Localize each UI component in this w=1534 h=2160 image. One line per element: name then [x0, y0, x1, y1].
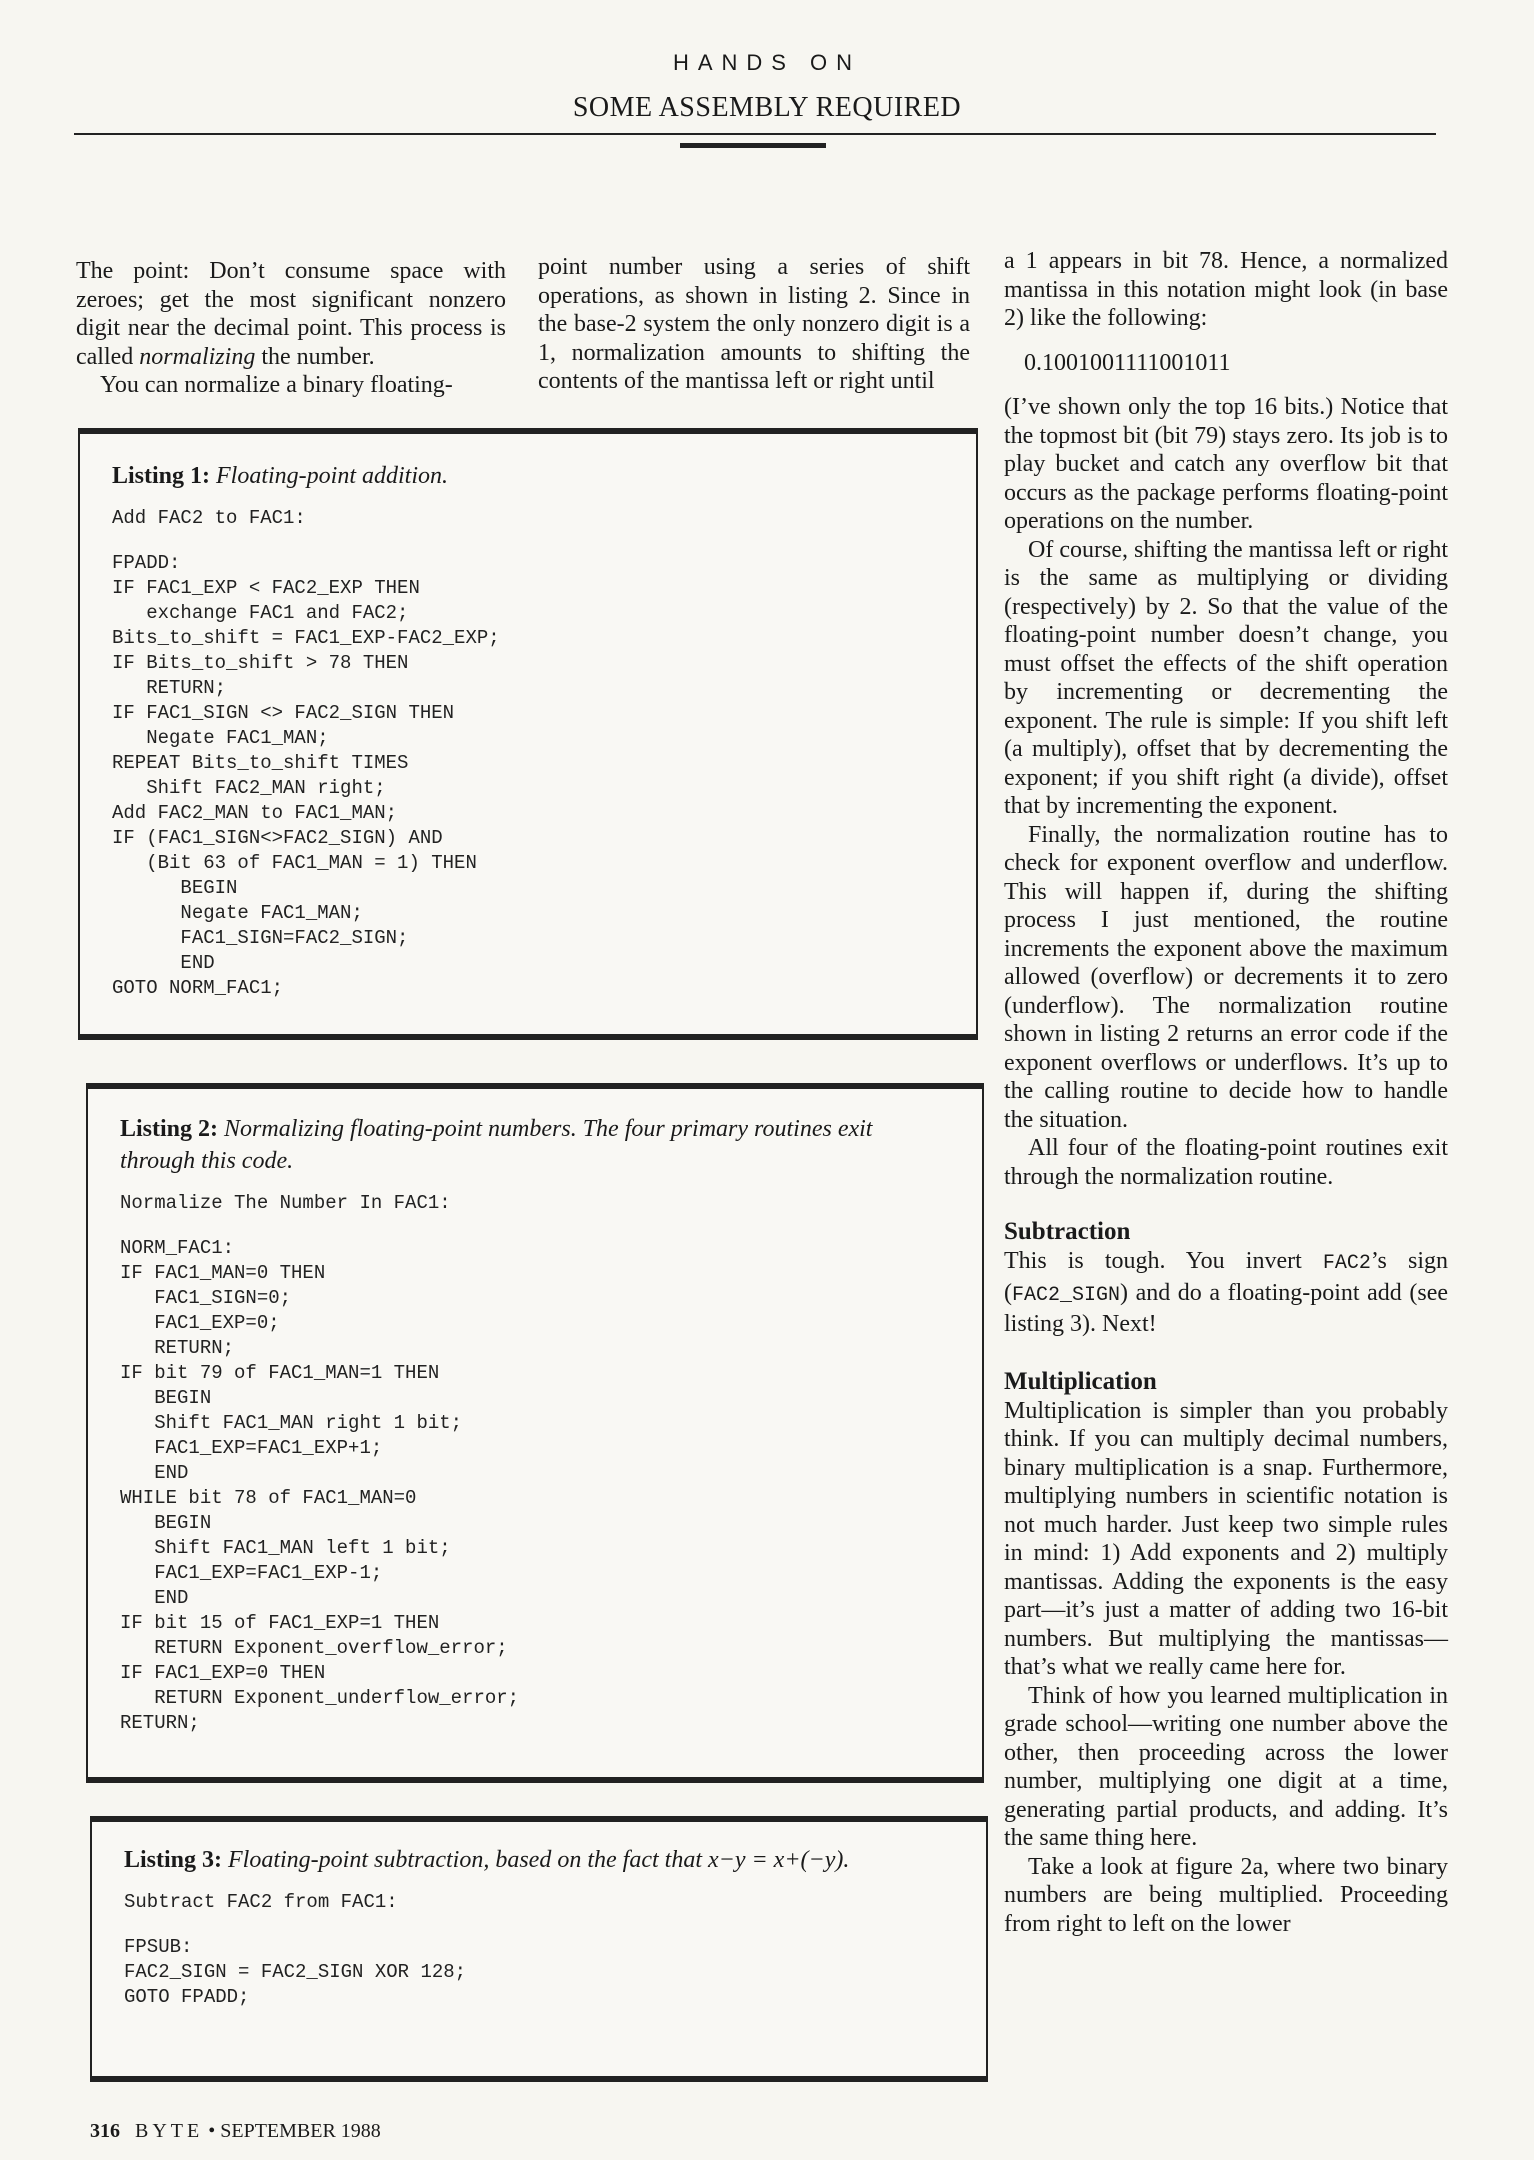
paragraph: Multiplication is simpler than you probably think. If you can multiply decimal numbers, binary multiplication is a snap. Furthermore, multiplying numbers in scientific notation is not much harder. Just keep two simple rules in mind: 1) Add exponents and 2) multiply mantissas. Adding the exponents is the easy part—it’s just a matter of adding two 16-bit numbers. But multiplying the mantissas—that’s what we really came here for. — [1004, 1397, 1448, 1680]
paragraph: (I’ve shown only the top 16 bits.) Notice that the topmost bit (bit 79) stays zero. Its job is to play bucket and catch any overflow bit that occurs as the package performs floating-point operations on the number. — [1004, 394, 1448, 534]
paragraph: Of course, shifting the mantissa left or right is the same as multiplying or dividing (respectively) by 2. So that the value of the floating-point number doesn’t change, you must offset the effects of the shift operation by incrementing or decrementing the exponent. The rule is simple: If you shift left (a multiply), offset that by decrementing the exponent; if you shift right (a divide), offset that by incrementing the exponent. — [1004, 536, 1448, 819]
code-block: FPSUB: FAC2_SIGN = FAC2_SIGN XOR 128; GOTO FPADD; — [124, 1936, 467, 2008]
magazine-name: BYTE — [135, 2120, 204, 2142]
listing-intro: Add FAC2 to FAC1: — [112, 507, 306, 529]
listing-1 — [78, 428, 978, 1040]
paragraph: Finally, the normalization routine has to check for exponent overflow and underflow. This will happen if, during the shifting process I just mentioned, the routine increments the exponent above the maximum allowed (overflow) or decrements it to zero (underflow). The normalization routine shown in listing 2 returns an error code if the exponent overflows or underflows. It’s up to the calling routine to decide how to handle the situation. — [1004, 821, 1448, 1133]
section-label: HANDS ON — [672, 50, 862, 75]
heading-subtraction: Subtraction — [1004, 1218, 1131, 1245]
code-block: NORM_FAC1: IF FAC1_MAN=0 THEN FAC1_SIGN=0; FAC1_EXP=0; RETURN; IF bit 79 of FAC1_MAN=1 THEN BEGIN Shift FAC1_MAN right 1 bit; FAC1_EXP=FAC1_EXP+1; END WHILE bit 78 of FAC1_MAN=0 BEGIN Shift FAC1_MAN left 1 bit; FAC1_EXP=FAC1_EXP-1; END IF bit 15 of FAC1_EXP=1 THEN RETURN Exponent_overflow_error; IF FAC1_EXP=0 THEN RETURN Exponent_underflow_error; RETURN; — [120, 1237, 520, 1734]
heading-multiplication: Multiplication — [1004, 1367, 1157, 1395]
header-rule — [74, 133, 1436, 135]
listing-caption: Listing 3: Floating-point subtraction, based on the fact that x−y = x+(−y). — [124, 1847, 850, 1873]
mantissa-example: 0.1001001111001011 — [1024, 349, 1231, 376]
column-3 — [1004, 247, 1448, 1938]
paragraph: All four of the floating-point routines exit through the normalization routine. — [1004, 1135, 1448, 1190]
listing-caption: Listing 1: Floating-point addition. — [112, 463, 449, 489]
listing-2 — [86, 1083, 984, 1783]
footer-bullet: • — [208, 2120, 216, 2142]
code-block: FPADD: IF FAC1_EXP < FAC2_EXP THEN exchange FAC1 and FAC2; Bits_to_shift = FAC1_EXP-FAC2_EXP; IF Bits_to_shift > 78 THEN RETURN; IF FAC1_SIGN <> FAC2_SIGN THEN Negate FAC1_MAN; REPEAT Bits_to_shift TIMES Shift FAC2_MAN right; Add FAC2_MAN to FAC1_MAN; IF (FAC1_SIGN<>FAC2_SIGN) AND (Bit 63 of FAC1_MAN = 1) THEN BEGIN Negate FAC1_MAN; FAC1_SIGN=FAC2_SIGN; END GOTO NORM_FAC1; — [112, 552, 500, 999]
listing-intro: Normalize The Number In FAC1: — [120, 1192, 451, 1214]
column-title: SOME ASSEMBLY REQUIRED — [572, 92, 962, 123]
paragraph: You can normalize a binary floating- — [100, 372, 453, 398]
page-footer — [90, 2120, 381, 2143]
listing-3 — [90, 1816, 988, 2082]
paragraph: This is tough. You invert FAC2’s sign (FAC2_SIGN) and do a floating-point add (see listing 3). Next! — [1004, 1248, 1448, 1337]
column-2-intro — [538, 253, 970, 396]
page-number: 316 — [90, 2120, 120, 2142]
paragraph: Think of how you learned multiplication in grade school—writing one number above the other, then proceeding across the lower number, multiplying one digit at a time, generating partial products, and adding. It’s the same thing here. — [1004, 1682, 1448, 1851]
issue-date: SEPTEMBER 1988 — [220, 2120, 381, 2142]
paragraph: a 1 appears in bit 78. Hence, a normalized mantissa in this notation might look (in base 2) like the following: — [1004, 248, 1448, 331]
listing-caption: Listing 2: Normalizing floating-point numbers. The four primary routines exit through this code. — [120, 1116, 873, 1174]
paragraph: Take a look at figure 2a, where two binary numbers are being multiplied. Proceeding from right to left on the lower — [1004, 1853, 1448, 1937]
paragraph: point number using a series of shift operations, as shown in listing 2. Since in the base-2 system the only nonzero digit is a 1, normalization amounts to shifting the contents of the mantissa left or right until — [538, 254, 970, 394]
header-tab — [680, 143, 826, 148]
column-1-intro — [76, 257, 506, 400]
paragraph: The point: Don’t consume space with zeroes; get the most significant nonzero digit near the decimal point. This process is called normalizing the number. — [76, 258, 506, 370]
listing-intro: Subtract FAC2 from FAC1: — [124, 1891, 398, 1913]
